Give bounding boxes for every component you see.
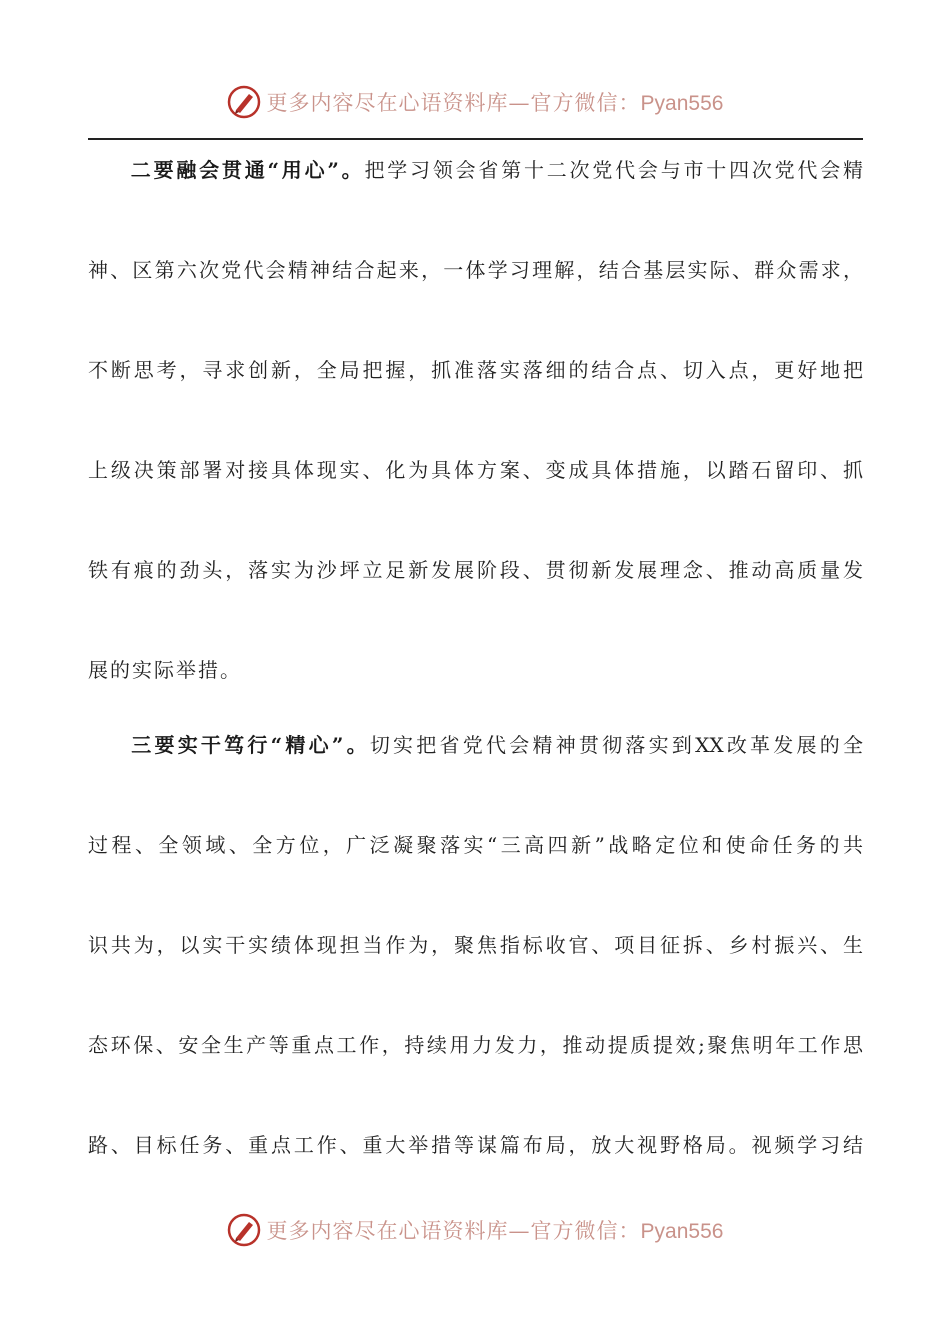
header-banner <box>0 82 950 122</box>
p2-line-2: 过程、全领域、全方位，广泛凝聚落实“三高四新”战略定位和使命任务的共 <box>88 833 863 857</box>
p1-line-2: 神、区第六次党代会精神结合起来，一体学习理解，结合基层实际、群众需求， <box>88 258 863 282</box>
p2-line-5: 路、目标任务、重点工作、重大举措等谋篇布局，放大视野格局。视频学习结 <box>88 1133 863 1157</box>
p2-line-3: 识共为，以实干实绩体现担当作为，聚焦指标收官、项目征拆、乡村振兴、生 <box>88 933 863 957</box>
header-banner-text: 更多内容尽在心语资料库—官方微信：Pyan556 <box>266 91 724 115</box>
footer-banner-text: 更多内容尽在心语资料库—官方微信：Pyan556 <box>266 1219 724 1243</box>
p2-lead: 三要实干笃行“精心”。 <box>128 733 370 757</box>
footer-wechat-id: Pyan556 <box>640 1220 724 1243</box>
p2-line-4: 态环保、安全生产等重点工作，持续用力发力，推动提质提效;聚焦明年工作思 <box>88 1033 863 1057</box>
p1-line-6: 展的实际举措。 <box>88 658 242 682</box>
pen-logo-icon <box>227 85 261 119</box>
p1-line-3: 不断思考，寻求创新，全局把握，抓准落实落细的结合点、切入点，更好地把 <box>88 358 863 382</box>
footer-banner <box>0 1210 950 1250</box>
header-wechat-id: Pyan556 <box>640 92 724 115</box>
pen-logo-icon <box>227 1213 261 1247</box>
header-divider <box>88 138 863 140</box>
p1-line-1: 二要融会贯通“用心”。把学习领会省第十二次党代会与市十四次党代会精 <box>128 158 863 182</box>
p2-line-1: 三要实干笃行“精心”。切实把省党代会精神贯彻落实到XX改革发展的全 <box>128 733 863 757</box>
p1-lead: 二要融会贯通“用心”。 <box>128 158 365 182</box>
p1-line-4: 上级决策部署对接具体现实、化为具体方案、变成具体措施，以踏石留印、抓 <box>88 458 863 482</box>
p1-line-5: 铁有痕的劲头，落实为沙坪立足新发展阶段、贯彻新发展理念、推动高质量发 <box>88 558 863 582</box>
